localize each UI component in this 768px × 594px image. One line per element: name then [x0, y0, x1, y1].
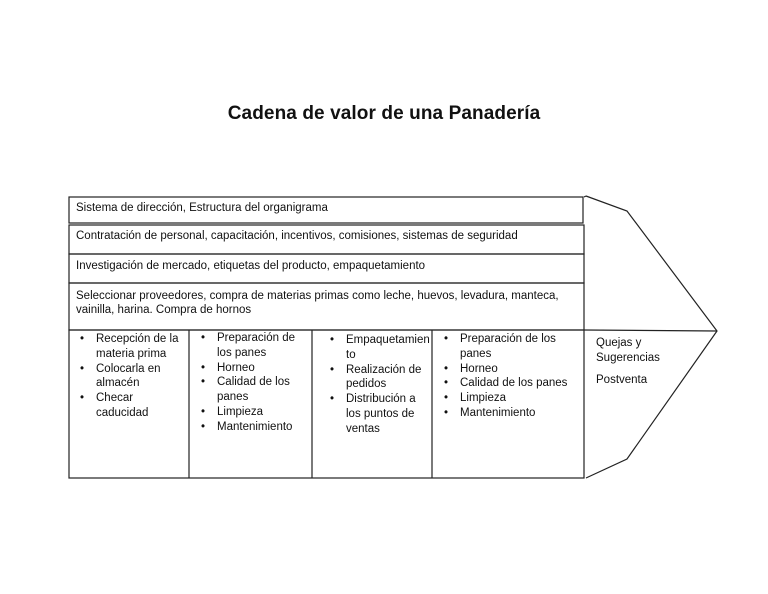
margin-line-complaints: Quejas y Sugerencias [596, 337, 660, 364]
support-activity-hr: Contratación de personal, capacitación, incentivos, comisiones, sistemas de seguridad [76, 230, 518, 242]
list-item: • Checar caducidad [96, 391, 188, 421]
list-item: • Distribución a los puntos de ventas [346, 392, 432, 436]
list-item: • Preparación de los panes [460, 332, 582, 362]
list-item: • Recepción de la materia prima [96, 332, 188, 362]
list-item: • Preparación de los panes [217, 331, 311, 361]
list-item: • Horneo [460, 362, 582, 377]
list-item: • Mantenimiento [460, 406, 582, 421]
list-item: • Colocarla en almacén [96, 362, 188, 392]
support-activity-tech: Investigación de mercado, etiquetas del producto, empaquetamiento [76, 260, 426, 272]
list-item: • Mantenimiento [217, 420, 311, 435]
list-item: • Horneo [217, 361, 311, 376]
list-item: • Limpieza [460, 391, 582, 406]
list-item: • Limpieza [217, 405, 311, 420]
support-activity-management: Sistema de dirección, Estructura del organigrama [76, 202, 328, 214]
primary-activity-outbound-logistics [320, 333, 432, 477]
primary-activity-sales [434, 332, 582, 476]
diagram-title: Cadena de valor de una Panadería [227, 103, 541, 124]
margin-service-text [596, 336, 676, 388]
primary-activity-inbound-logistics [70, 332, 188, 476]
list-item: • Calidad de los panes [460, 376, 582, 391]
list-item: • Empaquetamiento [346, 333, 432, 363]
list-item: • Realización de pedidos [346, 363, 432, 393]
primary-activity-operations [191, 331, 311, 475]
list-item: • Calidad de los panes [217, 375, 311, 405]
support-activity-procurement: Seleccionar proveedores, compra de materias primas como leche, huevos, levadura, manteca, vainilla, harina. Compra de hornos [76, 290, 559, 316]
margin-line-postsale: Postventa [596, 374, 648, 386]
